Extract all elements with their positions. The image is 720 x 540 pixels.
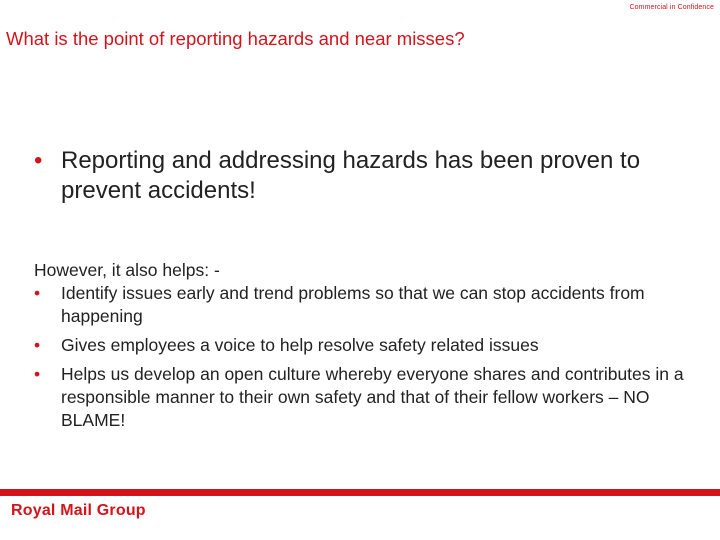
- bullet-icon: •: [34, 335, 41, 355]
- list-item: [34, 282, 704, 328]
- list-item: [34, 363, 704, 432]
- bullet-icon: •: [34, 364, 41, 384]
- bullet-icon: •: [34, 283, 41, 303]
- footer-divider-bar: [0, 489, 720, 496]
- list-item-text: Helps us develop an open culture whereby everyone shares and contributes in a responsible manner to their own safety and that of their fellow workers – NO BLAME!: [61, 364, 684, 430]
- list-item: [34, 334, 704, 357]
- page-title: What is the point of reporting hazards and near misses?: [6, 28, 465, 49]
- list-item-text: Identify issues early and trend problems so that we can stop accidents from happening: [61, 283, 645, 326]
- benefits-section: [34, 259, 704, 438]
- main-bullet-point: [34, 146, 654, 206]
- royal-mail-group-logo: Royal Mail Group: [11, 502, 146, 519]
- benefits-intro: However, it also helps: -: [34, 260, 220, 280]
- bullet-icon: •: [34, 147, 43, 174]
- benefits-list: [34, 282, 704, 432]
- main-bullet-text: Reporting and addressing hazards has been proven to prevent accidents!: [61, 147, 641, 204]
- confidentiality-label: Commercial in Confidence: [629, 4, 714, 11]
- list-item-text: Gives employees a voice to help resolve safety related issues: [61, 335, 539, 355]
